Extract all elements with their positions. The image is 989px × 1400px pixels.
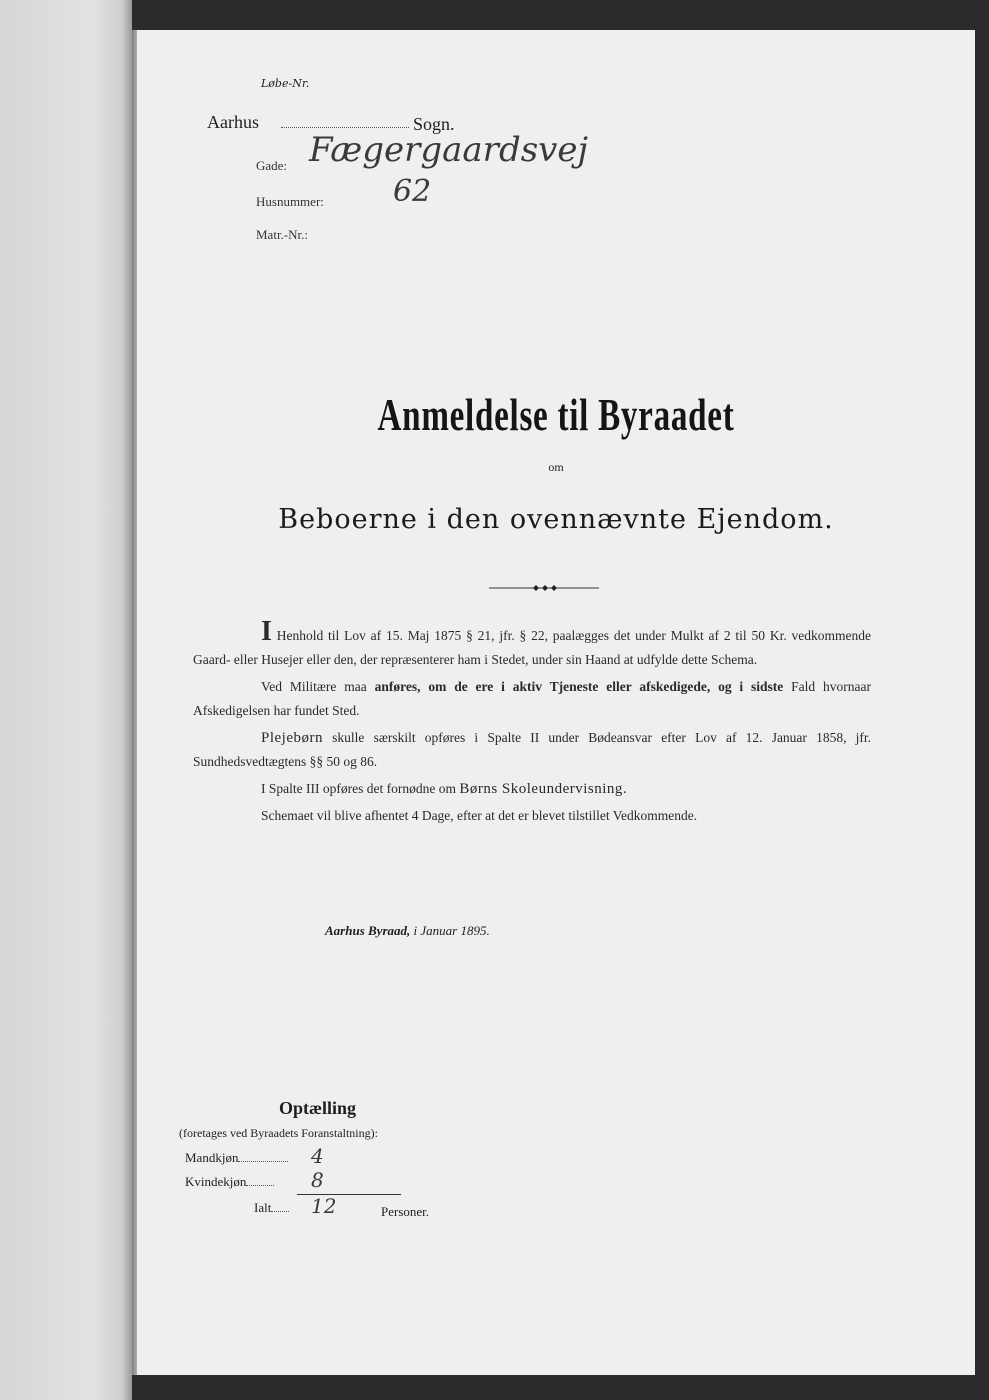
- kvindekjon-value-handwritten: 8: [311, 1168, 324, 1192]
- ialt-row: [254, 1200, 289, 1216]
- divider-ornament: [489, 583, 599, 593]
- gade-label: Gade:: [256, 158, 288, 173]
- matr-nr-label: Matr.-Nr.:: [256, 227, 308, 242]
- om-label: om: [548, 460, 564, 474]
- ialt-value-handwritten: 12: [311, 1194, 337, 1218]
- husnummer-label: Husnummer:: [256, 194, 324, 209]
- mandkjon-value-handwritten: 4: [311, 1144, 324, 1168]
- dropcap-letter: I: [261, 616, 272, 647]
- ialt-dots: [271, 1211, 289, 1212]
- document-title: Anmeldelse til Byraadet: [377, 389, 735, 440]
- personer-label: Personer.: [381, 1204, 430, 1219]
- city-label: Aarhus: [207, 112, 259, 132]
- paragraph-3-lead: Plejebørn: [261, 730, 323, 746]
- paragraph-5: Schemaet vil blive afhentet 4 Dage, efter at det er blevet tilstillet Vedkommende.: [261, 808, 698, 823]
- signature-org: Aarhus Byraad,: [325, 923, 411, 938]
- paragraph-3: [193, 726, 871, 774]
- kvindekjon-row: [185, 1174, 274, 1190]
- paragraph-4-emphasis: Børns Skoleundervisning.: [459, 781, 628, 797]
- mandkjon-label: Mandkjøn: [185, 1150, 239, 1165]
- count-subtitle: (foretages ved Byraadets Foranstaltning):: [179, 1126, 378, 1140]
- ialt-label: Ialt: [254, 1200, 272, 1215]
- kvindekjon-dots: [246, 1185, 274, 1186]
- paragraph-2: [193, 675, 871, 723]
- signature-line: [325, 923, 490, 939]
- signature-date: i Januar 1895.: [413, 923, 490, 938]
- document-subtitle: Beboerne i den ovennævnte Ejendom.: [278, 504, 834, 535]
- mandkjon-dots: [238, 1161, 288, 1162]
- document-page: [137, 30, 975, 1375]
- count-title: Optælling: [279, 1098, 357, 1118]
- sogn-label: Sogn.: [413, 114, 455, 134]
- title-wrap: [137, 388, 975, 441]
- paragraph-4-lead: I Spalte III opføres det fornødne om: [261, 781, 456, 796]
- paragraph-1-text: Henhold til Lov af 15. Maj 1875 § 21, jfr. § 22, paalægges det under Mulkt af 2 til 50 Kr. vedkommende Gaard- eller Husejer eller den, der repræsenterer ham i Stedet, under sin Haand at udfylde dette Schema.: [193, 628, 871, 667]
- mandkjon-row: [185, 1150, 288, 1166]
- kvindekjon-label: Kvindekjøn: [185, 1174, 247, 1189]
- paragraph-2-bold: anføres, om de ere i aktiv Tjeneste eller afskedigede, og i sidste: [374, 679, 784, 694]
- gade-value-handwritten: Fægergaardsvej: [309, 130, 589, 170]
- left-page-edge: [0, 0, 132, 1400]
- paragraph-2-tail: Fald hvornaar Afskedigelsen har fundet Sted.: [193, 679, 872, 718]
- paragraph-3-text: skulle særskilt opføres i Spalte II under Bødeansvar efter Lov af 12. Januar 1858, jfr. Sundhedsvedtægtens §§ 50 og 86.: [193, 730, 872, 769]
- lobe-nr-label: Løbe-Nr.: [261, 77, 310, 90]
- instructions-body: [193, 616, 872, 831]
- husnummer-value-handwritten: 62: [393, 174, 432, 209]
- subtitle-wrap: [137, 504, 975, 535]
- paragraph-2-lead: Ved Militære maa: [261, 679, 367, 694]
- paragraph-1: [193, 616, 871, 672]
- paragraph-4: [193, 777, 871, 801]
- sogn-dotted-line: [281, 127, 409, 128]
